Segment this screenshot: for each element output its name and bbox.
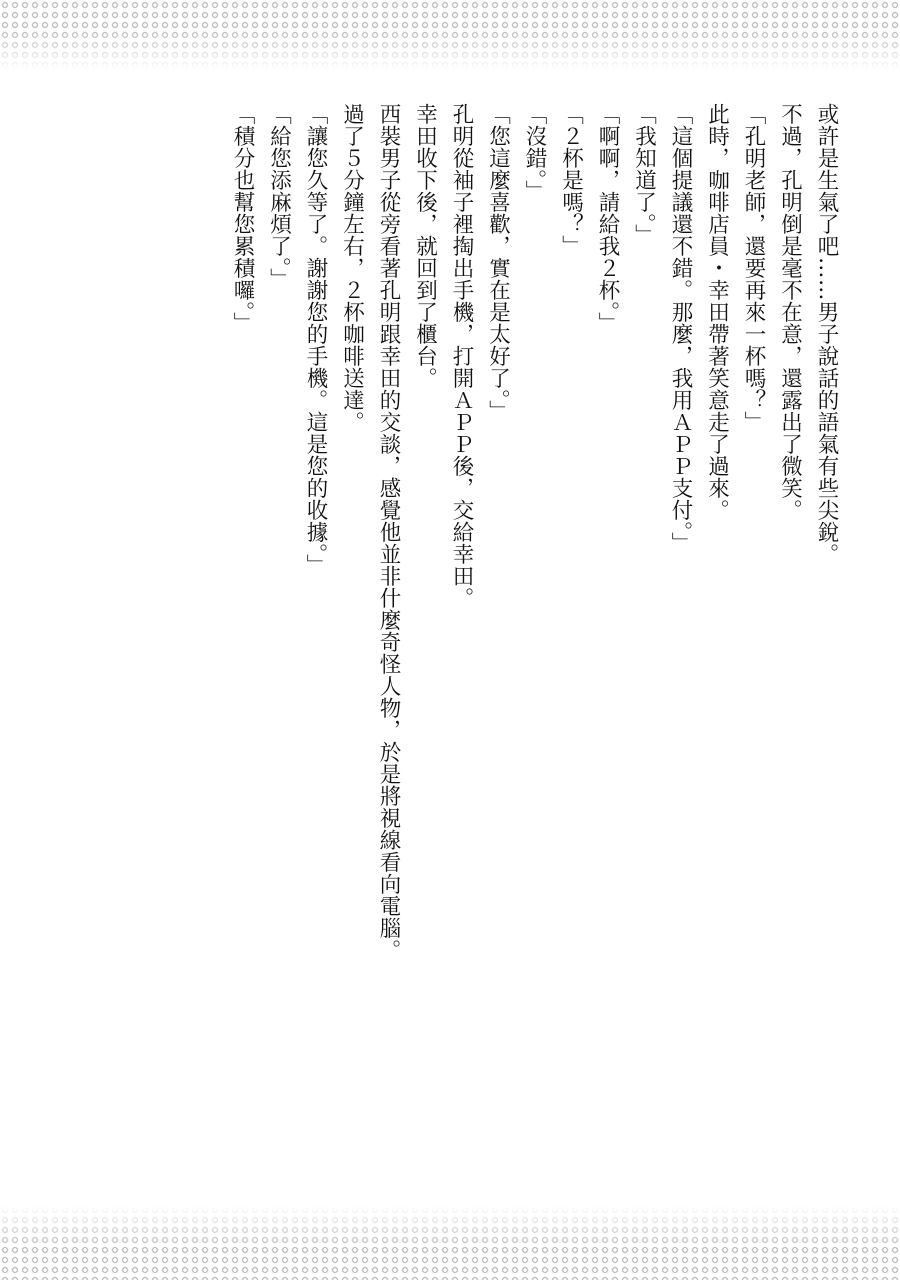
- text-line: 「讓您久等了。謝謝您的手機。這是您的收據。」: [303, 103, 328, 577]
- bottom-decorative-pattern: [0, 1205, 900, 1280]
- text-line: 孔明從袖子裡掏出手機，打開ＡＰＰ後，交給幸田。: [449, 103, 474, 609]
- text-line: 「孔明老師，還要再來一杯嗎？」: [741, 103, 766, 433]
- text-line: 「這個提議還不錯。那麼，我用ＡＰＰ支付。」: [668, 103, 693, 555]
- text-line: 「給您添麻煩了。」: [266, 103, 292, 291]
- text-line: 「啊啊，請給我２杯。」: [595, 103, 620, 335]
- text-line: 西裝男子從旁看著孔明跟幸田的交談，感覺他並非什麼奇怪人物，於是將視線看向電腦。: [376, 103, 401, 961]
- text-line: 「沒錯。」: [522, 103, 547, 203]
- top-decorative-pattern: [0, 0, 900, 70]
- vertical-text-body: [224, 103, 845, 1123]
- text-line: 此時，咖啡店員・幸田帶著笑意走了過來。: [704, 103, 730, 521]
- text-line: 過了５分鐘左右，２杯咖啡送達。: [339, 103, 365, 433]
- text-line: 或許是生氣了吧……男子說話的語氣有些尖銳。: [814, 103, 839, 565]
- text-line: 不過，孔明倒是毫不在意，還露出了微笑。: [777, 103, 803, 521]
- text-line: 幸田收下後，就回到了櫃台。: [412, 103, 438, 389]
- text-line: 「您這麼喜歡，實在是太好了。」: [485, 103, 511, 423]
- text-line: 「我知道了。」: [631, 103, 657, 247]
- text-line: 「積分也幫您累積囉。」: [230, 103, 255, 335]
- text-line: 「２杯是嗎？」: [558, 103, 584, 257]
